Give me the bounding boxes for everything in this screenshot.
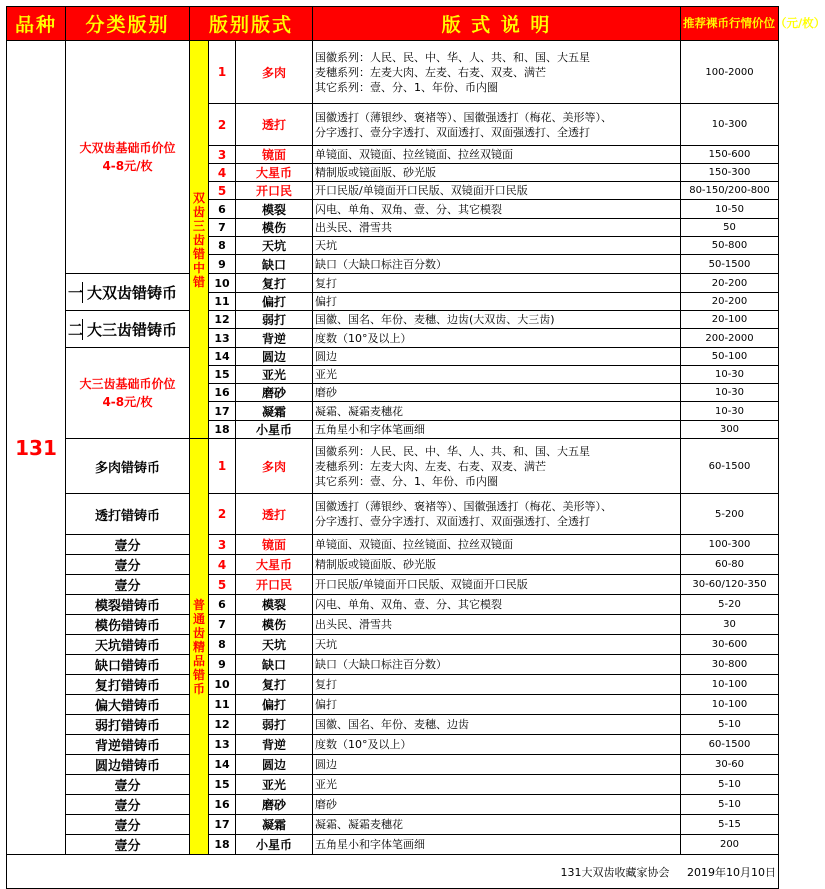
edition-number: 18 — [209, 835, 236, 855]
edition-style: 磨砂 — [236, 795, 313, 815]
price-range: 10-30 — [681, 402, 779, 421]
style-description — [313, 595, 681, 615]
description-line: 单镜面、双镜面、拉丝镜面、拉丝双镜面 — [315, 148, 513, 161]
band-double-triple: 双齿三齿错中错 — [190, 41, 209, 439]
description-line: 复打 — [315, 678, 337, 691]
price-range: 30-60/120-350 — [681, 575, 779, 595]
description-line: 天坑 — [315, 638, 337, 651]
style-description — [313, 366, 681, 384]
edition-number: 11 — [209, 293, 236, 311]
description-line: 凝霜、凝霜麦穗花 — [315, 818, 403, 831]
edition-style: 亚光 — [236, 775, 313, 795]
category-label: 模伤错铸币 — [66, 615, 190, 635]
edition-number: 5 — [209, 182, 236, 200]
style-description — [313, 815, 681, 835]
style-description — [313, 635, 681, 655]
category-label: 壹分 — [66, 555, 190, 575]
description-line: 国徽系列：人民、民、中、华、人、共、和、国、大五星 — [315, 50, 590, 64]
edition-style: 背逆 — [236, 329, 313, 348]
description-line: 国徽、国名、年份、麦穗、边齿 — [315, 718, 469, 731]
edition-number: 1 — [209, 439, 236, 494]
edition-style: 多肉 — [236, 439, 313, 494]
edition-number: 16 — [209, 384, 236, 402]
edition-style: 偏打 — [236, 293, 313, 311]
category-label: 壹分 — [66, 575, 190, 595]
style-description — [313, 775, 681, 795]
description-line: 出头民、滑雪共 — [315, 618, 392, 631]
style-description — [313, 104, 681, 146]
category-label: 偏大错铸币 — [66, 695, 190, 715]
style-description — [313, 695, 681, 715]
price-range: 5-10 — [681, 795, 779, 815]
category-double-base: 大双齿基础币价位 4-8元/枚 — [66, 41, 190, 274]
price-range: 50-800 — [681, 237, 779, 255]
description-line: 圆边 — [315, 350, 337, 363]
style-description — [313, 715, 681, 735]
description-line: 圆边 — [315, 758, 337, 771]
style-description — [313, 795, 681, 815]
price-range: 30 — [681, 615, 779, 635]
edition-number: 10 — [209, 675, 236, 695]
price-range: 100-300 — [681, 535, 779, 555]
table-row — [7, 555, 779, 575]
edition-number: 14 — [209, 755, 236, 775]
style-description — [313, 439, 681, 494]
edition-style: 缺口 — [236, 255, 313, 274]
style-description — [313, 293, 681, 311]
style-description — [313, 41, 681, 104]
style-description — [313, 164, 681, 182]
price-range: 60-80 — [681, 555, 779, 575]
price-range: 10-300 — [681, 104, 779, 146]
edition-number: 2 — [209, 494, 236, 535]
style-description — [313, 384, 681, 402]
price-range: 10-100 — [681, 695, 779, 715]
edition-style: 缺口 — [236, 655, 313, 675]
edition-number: 5 — [209, 575, 236, 595]
table-row — [7, 635, 779, 655]
style-description — [313, 835, 681, 855]
description-line: 麦穗系列：左麦大肉、左麦、右麦、双麦、满芒 — [315, 65, 546, 79]
edition-number: 13 — [209, 329, 236, 348]
edition-number: 10 — [209, 274, 236, 293]
price-range: 300 — [681, 421, 779, 439]
header-row — [7, 7, 779, 41]
edition-style: 天坑 — [236, 635, 313, 655]
category-label: 壹分 — [66, 815, 190, 835]
edition-number: 6 — [209, 595, 236, 615]
edition-number: 7 — [209, 615, 236, 635]
price-range: 50-1500 — [681, 255, 779, 274]
description-line: 偏打 — [315, 698, 337, 711]
footer-date: 2019年10月10日 — [687, 865, 776, 879]
edition-style: 弱打 — [236, 715, 313, 735]
category-label: 弱打错铸币 — [66, 715, 190, 735]
header-variety: 品种 — [7, 7, 66, 41]
price-range: 50 — [681, 219, 779, 237]
edition-number: 7 — [209, 219, 236, 237]
edition-style: 亚光 — [236, 366, 313, 384]
edition-style: 偏打 — [236, 695, 313, 715]
description-line: 闪电、单角、双角、壹、分、其它模裂 — [315, 202, 502, 216]
description-line: 其它系列：壹、分、1、年份、币内圈 — [315, 80, 498, 94]
style-description — [313, 237, 681, 255]
edition-number: 4 — [209, 164, 236, 182]
style-description — [313, 555, 681, 575]
edition-number: 13 — [209, 735, 236, 755]
edition-number: 18 — [209, 421, 236, 439]
edition-number: 3 — [209, 535, 236, 555]
price-range: 5-200 — [681, 494, 779, 535]
table-row — [7, 775, 779, 795]
style-description — [313, 274, 681, 293]
table-row — [7, 795, 779, 815]
price-range: 5-20 — [681, 595, 779, 615]
category-index: 二 — [68, 320, 84, 339]
style-description — [313, 755, 681, 775]
category-double-error — [66, 274, 190, 311]
price-range: 50-100 — [681, 348, 779, 366]
price-range: 60-1500 — [681, 439, 779, 494]
header-category: 分类版别 — [66, 7, 190, 41]
category-label: 壹分 — [66, 835, 190, 855]
edition-number: 4 — [209, 555, 236, 575]
style-description — [313, 311, 681, 329]
description-line: 磨砂 — [315, 386, 337, 399]
table-row — [7, 655, 779, 675]
category-label: 透打错铸币 — [66, 494, 190, 535]
description-line: 出头民、滑雪共 — [315, 221, 392, 234]
category-label: 大三齿错铸币 — [87, 320, 178, 339]
price-range: 20-100 — [681, 311, 779, 329]
edition-style: 复打 — [236, 274, 313, 293]
style-description — [313, 182, 681, 200]
category-label: 多肉错铸币 — [66, 439, 190, 494]
description-line: 精制版或镜面版、砂光版 — [315, 166, 436, 179]
edition-number: 16 — [209, 795, 236, 815]
table-row — [7, 439, 779, 494]
edition-style: 小星币 — [236, 835, 313, 855]
table-row — [7, 575, 779, 595]
category-label: 天坑错铸币 — [66, 635, 190, 655]
description-line: 缺口（大缺口标注百分数） — [315, 658, 447, 671]
edition-number: 8 — [209, 635, 236, 655]
description-line: 度数（10°及以上） — [315, 738, 412, 751]
edition-style: 多肉 — [236, 41, 313, 104]
edition-style: 凝霜 — [236, 815, 313, 835]
style-description — [313, 402, 681, 421]
description-line: 五角星小和字体笔画细 — [315, 838, 425, 851]
edition-style: 模伤 — [236, 615, 313, 635]
description-line: 磨砂 — [315, 798, 337, 811]
price-range: 10-30 — [681, 384, 779, 402]
header-price: 推荐裸币行情价位（元/枚） — [681, 7, 779, 41]
description-line: 单镜面、双镜面、拉丝镜面、拉丝双镜面 — [315, 538, 513, 551]
table-row — [7, 695, 779, 715]
description-line: 亚光 — [315, 778, 337, 791]
price-range: 150-600 — [681, 146, 779, 164]
edition-number: 12 — [209, 715, 236, 735]
description-line: 复打 — [315, 276, 337, 290]
description-line: 开口民版/单镜面开口民版、双镜面开口民版 — [315, 184, 528, 197]
edition-style: 镜面 — [236, 535, 313, 555]
style-description — [313, 219, 681, 237]
edition-style: 凝霜 — [236, 402, 313, 421]
table-row — [7, 535, 779, 555]
price-range: 60-1500 — [681, 735, 779, 755]
edition-style: 开口民 — [236, 182, 313, 200]
price-range: 10-30 — [681, 366, 779, 384]
style-description — [313, 200, 681, 219]
edition-style: 背逆 — [236, 735, 313, 755]
description-line: 国徽透打（薄银纱、褒褚等）、国徽强透打（梅花、美形等）、 — [315, 500, 612, 513]
edition-number: 6 — [209, 200, 236, 219]
edition-number: 17 — [209, 402, 236, 421]
edition-number: 9 — [209, 655, 236, 675]
edition-style: 模裂 — [236, 595, 313, 615]
price-range: 200-2000 — [681, 329, 779, 348]
edition-number: 17 — [209, 815, 236, 835]
style-description — [313, 575, 681, 595]
edition-style: 镜面 — [236, 146, 313, 164]
style-description — [313, 615, 681, 635]
description-line: 亚光 — [315, 368, 337, 381]
edition-style: 小星币 — [236, 421, 313, 439]
edition-number: 11 — [209, 695, 236, 715]
description-line: 分字透打、壹分字透打、双面透打、双面强透打、全透打 — [315, 125, 590, 139]
price-range: 20-200 — [681, 274, 779, 293]
edition-number: 3 — [209, 146, 236, 164]
description-line: 分字透打、壹分字透打、双面透打、双面强透打、全透打 — [315, 515, 590, 528]
description-line: 天坑 — [315, 239, 337, 252]
edition-number: 8 — [209, 237, 236, 255]
style-description — [313, 348, 681, 366]
edition-style: 透打 — [236, 494, 313, 535]
style-description — [313, 675, 681, 695]
edition-style: 开口民 — [236, 575, 313, 595]
price-range: 200 — [681, 835, 779, 855]
price-range: 100-2000 — [681, 41, 779, 104]
price-range: 5-10 — [681, 715, 779, 735]
description-line: 偏打 — [315, 295, 337, 308]
table-row — [7, 675, 779, 695]
edition-number: 9 — [209, 255, 236, 274]
footer-row — [7, 855, 779, 889]
category-label: 壹分 — [66, 775, 190, 795]
category-label: 大双齿错铸币 — [87, 283, 178, 302]
header-edition-style: 版别版式 — [190, 7, 313, 41]
description-line: 闪电、单角、双角、壹、分、其它模裂 — [315, 598, 502, 611]
description-line: 精制版或镜面版、砂光版 — [315, 558, 436, 571]
category-label: 复打错铸币 — [66, 675, 190, 695]
table-row — [7, 41, 779, 104]
category-index: 一 — [68, 283, 84, 302]
style-description — [313, 255, 681, 274]
category-label: 壹分 — [66, 535, 190, 555]
edition-style: 磨砂 — [236, 384, 313, 402]
price-range: 30-60 — [681, 755, 779, 775]
price-range: 30-600 — [681, 635, 779, 655]
description-line: 其它系列：壹、分、1、年份、币内圈 — [315, 474, 498, 488]
style-description — [313, 329, 681, 348]
table-row — [7, 615, 779, 635]
table-row — [7, 735, 779, 755]
category-label: 背逆错铸币 — [66, 735, 190, 755]
edition-number: 12 — [209, 311, 236, 329]
description-line: 五角星小和字体笔画细 — [315, 423, 425, 436]
price-range: 5-10 — [681, 775, 779, 795]
price-range: 20-200 — [681, 293, 779, 311]
edition-style: 模裂 — [236, 200, 313, 219]
table-row — [7, 494, 779, 535]
edition-number: 15 — [209, 366, 236, 384]
style-description — [313, 146, 681, 164]
category-triple-base: 大三齿基础币价位 4-8元/枚 — [66, 348, 190, 439]
price-range: 5-15 — [681, 815, 779, 835]
style-description — [313, 735, 681, 755]
table-row — [7, 274, 779, 293]
table-row — [7, 835, 779, 855]
edition-style: 圆边 — [236, 348, 313, 366]
price-range: 80-150/200-800 — [681, 182, 779, 200]
price-range: 10-50 — [681, 200, 779, 219]
description-line: 开口民版/单镜面开口民版、双镜面开口民版 — [315, 578, 528, 591]
variety-number: 131 — [7, 41, 66, 855]
description-line: 缺口（大缺口标注百分数） — [315, 257, 447, 271]
edition-style: 大星币 — [236, 555, 313, 575]
header-style-desc: 版 式 说 明 — [313, 7, 681, 41]
edition-number: 15 — [209, 775, 236, 795]
category-label: 缺口错铸币 — [66, 655, 190, 675]
description-line: 度数（10°及以上） — [315, 331, 412, 345]
category-label: 壹分 — [66, 795, 190, 815]
edition-style: 大星币 — [236, 164, 313, 182]
edition-number: 14 — [209, 348, 236, 366]
edition-style: 天坑 — [236, 237, 313, 255]
description-line: 麦穗系列：左麦大肉、左麦、右麦、双麦、满芒 — [315, 459, 546, 473]
price-table — [6, 6, 825, 889]
price-range: 10-100 — [681, 675, 779, 695]
category-triple-error — [66, 311, 190, 348]
table-row — [7, 715, 779, 735]
style-description — [313, 655, 681, 675]
price-range: 30-800 — [681, 655, 779, 675]
table-row — [7, 348, 779, 366]
table-row — [7, 595, 779, 615]
table-row — [7, 815, 779, 835]
edition-style: 复打 — [236, 675, 313, 695]
edition-style: 弱打 — [236, 311, 313, 329]
style-description — [313, 421, 681, 439]
edition-number: 1 — [209, 41, 236, 104]
table-row — [7, 311, 779, 329]
style-description — [313, 535, 681, 555]
category-label: 模裂错铸币 — [66, 595, 190, 615]
edition-style: 圆边 — [236, 755, 313, 775]
description-line: 凝霜、凝霜麦穗花 — [315, 404, 403, 418]
description-line: 国徽系列：人民、民、中、华、人、共、和、国、大五星 — [315, 444, 590, 458]
category-label: 圆边错铸币 — [66, 755, 190, 775]
price-range: 150-300 — [681, 164, 779, 182]
table-row — [7, 755, 779, 775]
edition-number: 2 — [209, 104, 236, 146]
description-line: 国徽透打（薄银纱、褒褚等）、国徽强透打（梅花、美形等）、 — [315, 110, 612, 124]
footer-cell — [7, 855, 779, 889]
edition-style: 透打 — [236, 104, 313, 146]
description-line: 国徽、国名、年份、麦穗、边齿(大双齿、大三齿) — [315, 313, 555, 326]
band-normal-teeth: 普通齿精品错币 — [190, 439, 209, 855]
edition-style: 模伤 — [236, 219, 313, 237]
footer-org: 131大双齿收藏家协会 — [560, 865, 670, 879]
style-description — [313, 494, 681, 535]
